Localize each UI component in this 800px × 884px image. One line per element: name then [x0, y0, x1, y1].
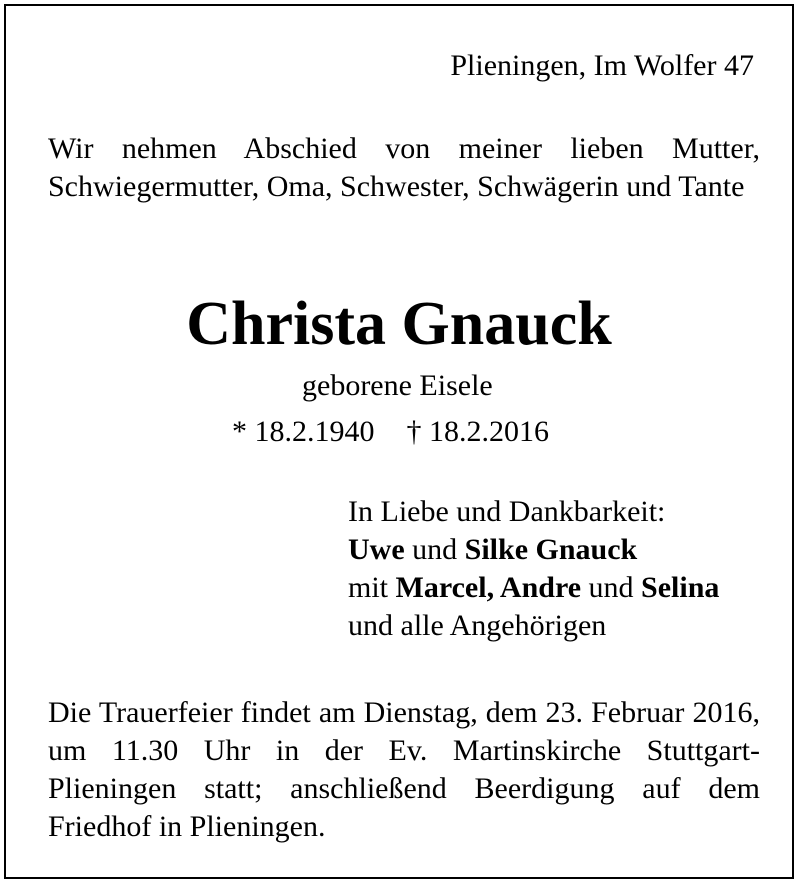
mourner-selina: Selina: [641, 571, 720, 604]
conjunction: und: [404, 533, 465, 566]
life-dates: [232, 413, 549, 451]
mourner-silke: Silke Gnauck: [464, 533, 638, 566]
gratitude-line: In Liebe und Dankbarkeit:: [348, 495, 666, 528]
conjunction: und: [581, 571, 642, 604]
mourner-uwe: Uwe: [348, 533, 405, 566]
deceased-name: Christa Gnauck: [186, 290, 612, 358]
death-date: † 18.2.2016: [406, 415, 549, 448]
address: Plieningen, Im Wolfer 47: [450, 49, 754, 82]
birth-date: * 18.2.1940: [232, 415, 375, 448]
funeral-service-text: Die Trauerfeier findet am Dienstag, dem 23. Februar 2016, um 11.30 Uhr in der Ev. Martinskirche Stuttgart-Plieningen statt; anschließend Beerdigung auf dem Friedhof in Plieningen.: [48, 696, 760, 843]
intro-text: Wir nehmen Abschied von meiner lieben Mutter, Schwiegermutter, Oma, Schwester, Schwägerin und Tante: [48, 132, 760, 203]
maiden-name: geborene Eisele: [302, 369, 493, 402]
family-line: [348, 531, 719, 569]
mourners-block: [348, 493, 719, 645]
relatives-line: und alle Angehörigen: [348, 609, 607, 642]
grandchildren-line: [348, 569, 719, 607]
obituary-notice: [4, 4, 794, 879]
mourner-marcel-andre: Marcel, Andre: [395, 571, 582, 604]
conjunction: mit: [348, 571, 396, 604]
